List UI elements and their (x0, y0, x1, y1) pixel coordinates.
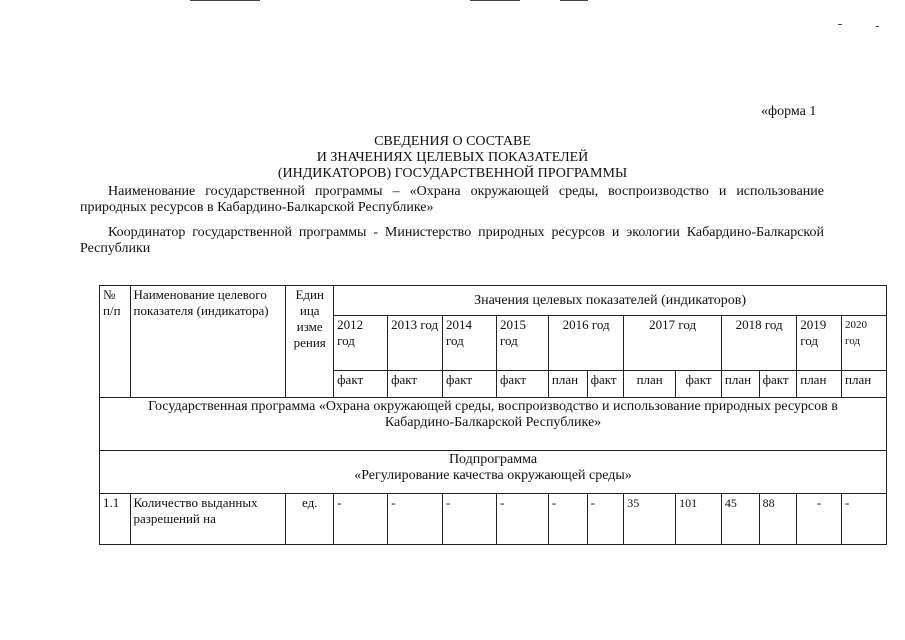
header-year-2017: 2017 год (624, 316, 722, 371)
sub-2020-plan: план (842, 371, 887, 398)
title-line-3: (ИНДИКАТОРОВ) ГОСУДАРСТВЕННОЙ ПРОГРАММЫ (277, 166, 628, 181)
header-year-2016: 2016 год (548, 316, 623, 371)
cell-2015-fact: - (497, 494, 549, 545)
program-row (100, 398, 887, 451)
header-year-2019: 2019 год (797, 316, 842, 371)
form-label: «форма 1 (761, 104, 817, 119)
program-name-text: Наименование государственной программы – «Охрана окружающей среды, воспроизводство и использование природных ресурсов в Кабардино-Балкарской Республике» (80, 184, 824, 215)
title-line-1: СВЕДЕНИЯ О СОСТАВЕ (374, 134, 531, 149)
header-year-2015: 2015 год (497, 316, 549, 371)
row-num: 1.1 (100, 494, 131, 545)
header-values: Значения целевых показателей (индикаторов) (334, 286, 887, 316)
title-line-2: И ЗНАЧЕНИЯХ ЦЕЛЕВЫХ ПОКАЗАТЕЛЕЙ (316, 150, 589, 165)
sub-2017-fact: факт (676, 371, 722, 398)
sub-2013-fact: факт (388, 371, 443, 398)
subprogram-name: «Регулирование качества окружающей среды» (354, 468, 632, 483)
cell-2017-plan: 35 (624, 494, 676, 545)
header-year-2014: 2014 год (443, 316, 497, 371)
cell-2012-fact: - (334, 494, 388, 545)
header-indicator-name: Наименование целевого показателя (индикатора) (130, 286, 286, 398)
sub-2015-fact: факт (497, 371, 549, 398)
sub-2018-plan: план (721, 371, 759, 398)
cell-2016-plan: - (548, 494, 587, 545)
header-year-2013: 2013 год (388, 316, 443, 371)
cell-2016-fact: - (587, 494, 624, 545)
cell-2017-fact: 101 (676, 494, 722, 545)
sub-2017-plan: план (624, 371, 676, 398)
header-unit: Един ица изме рения (286, 286, 334, 398)
sub-2019-plan: план (797, 371, 842, 398)
program-row-text: Государственная программа «Охрана окружающей среды, воспроизводство и использование природных ресурсов в Кабардино-Балкарской Республике» (148, 399, 838, 430)
sub-2016-fact: факт (587, 371, 624, 398)
header-num: № п/п (100, 286, 131, 398)
cell-2020-plan: - (842, 494, 887, 545)
sub-2012-fact: факт (334, 371, 388, 398)
coordinator-text: Координатор государственной программы - Министерство природных ресурсов и экологии Кабардино-Балкарской Республики (80, 225, 824, 256)
cell-2018-fact: 88 (759, 494, 797, 545)
sub-2014-fact: факт (443, 371, 497, 398)
cell-2018-plan: 45 (721, 494, 759, 545)
coordinator-paragraph (80, 225, 824, 257)
sub-2016-plan: план (548, 371, 587, 398)
document-title (0, 134, 905, 182)
indicators-table (99, 285, 887, 545)
row-unit: ед. (286, 494, 334, 545)
subprogram-title: Подпрограмма (448, 452, 538, 467)
table-row (100, 494, 887, 545)
program-name-paragraph (80, 184, 824, 216)
cell-2014-fact: - (443, 494, 497, 545)
cell-2013-fact: - (388, 494, 443, 545)
sub-2018-fact: факт (759, 371, 797, 398)
header-year-2012: 2012 год (334, 316, 388, 371)
subprogram-row (100, 451, 887, 494)
cell-2019-plan: - (797, 494, 842, 545)
header-year-2020: 2020 год (842, 316, 887, 371)
row-indicator-name: Количество выданных разрешений на (130, 494, 286, 545)
header-year-2018: 2018 год (721, 316, 796, 371)
